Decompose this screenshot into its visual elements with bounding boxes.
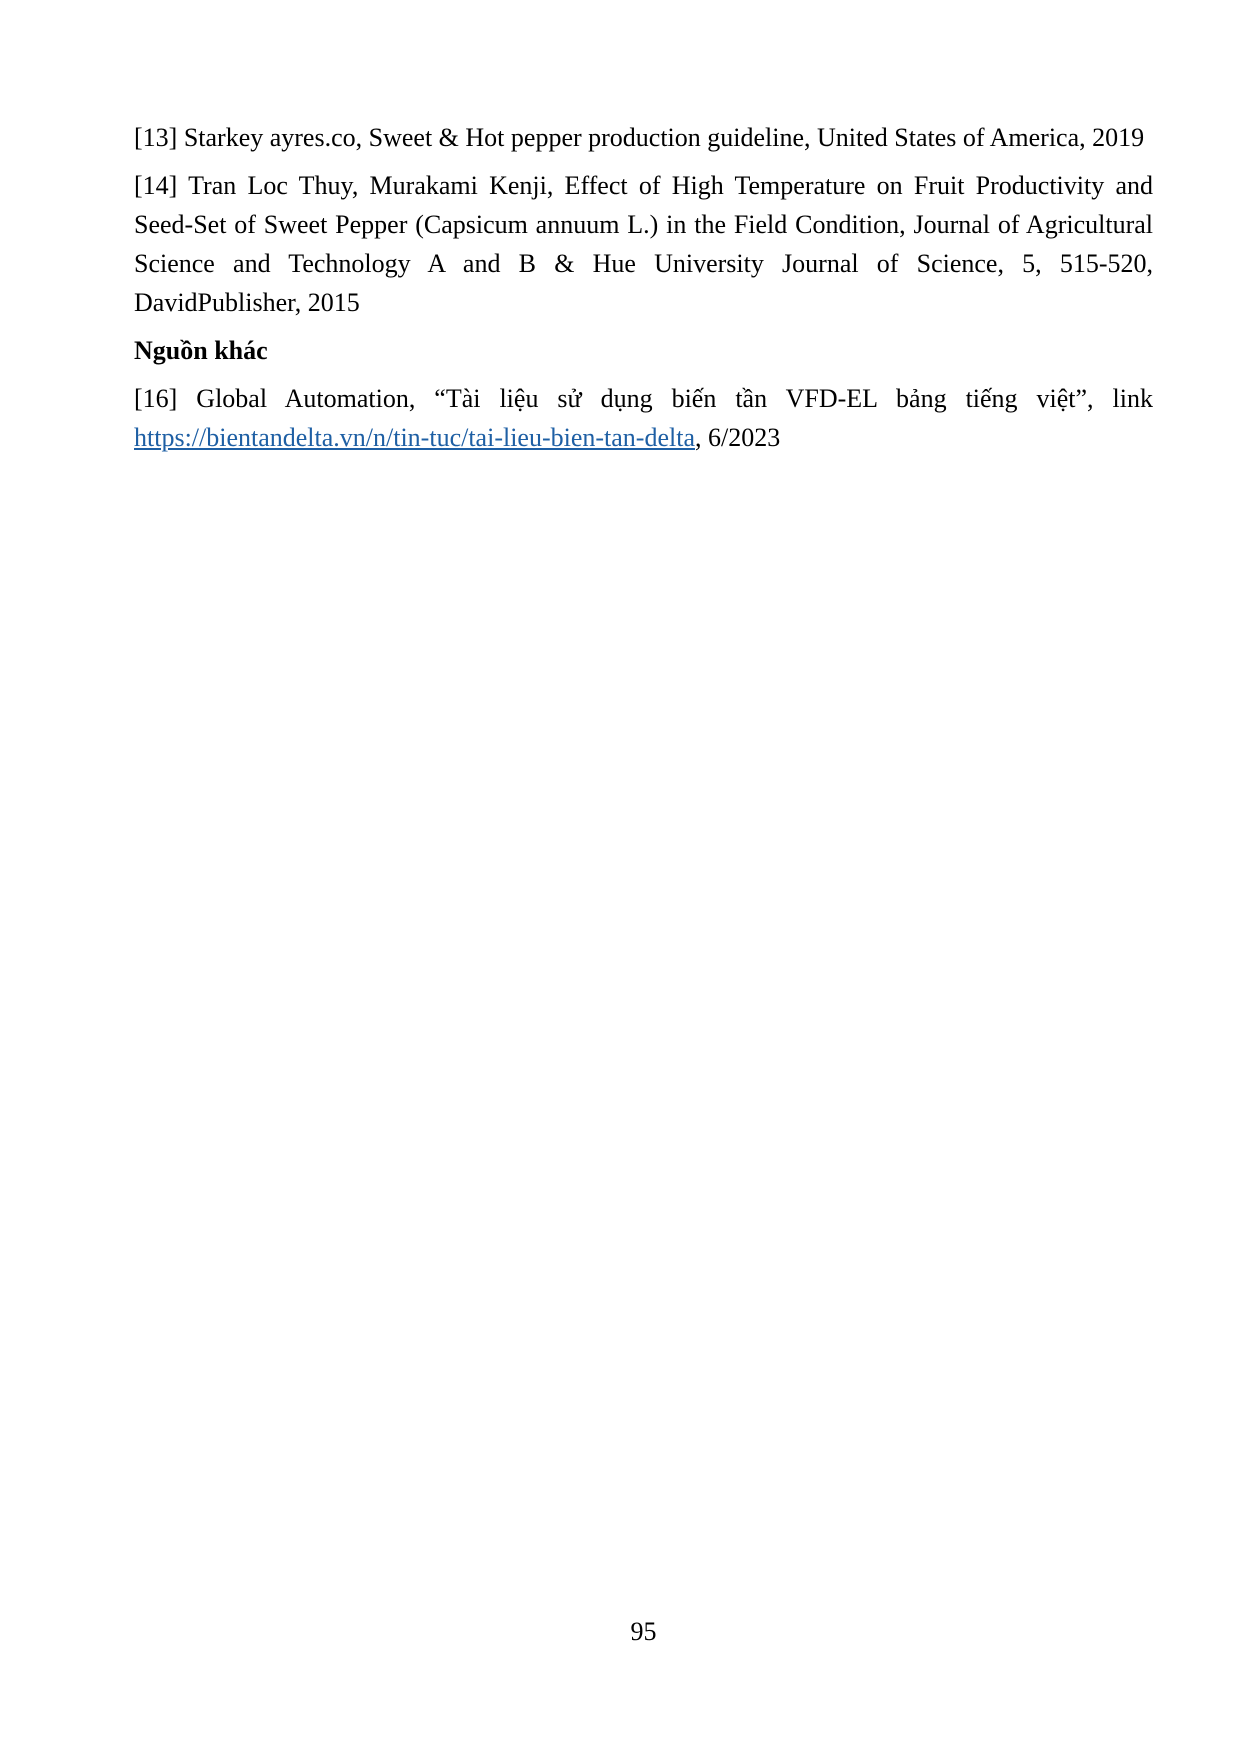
reference-item-14: [14] Tran Loc Thuy, Murakami Kenji, Effect of High Temperature on Fruit Productivity and Seed-Set of Sweet Pepper (Capsicum annuum L.) in the Field Condition, Journal of Agricultural Science and Technology A and B & Hue University Journal of Science, 5, 515-520, DavidPublisher, 2015 <box>134 171 1153 317</box>
references-section <box>134 118 1153 466</box>
section-heading-other-sources: Nguồn khác <box>134 336 268 365</box>
reference-16-link[interactable]: https://bientandelta.vn/n/tin-tuc/tai-lieu-bien-tan-delta <box>134 423 695 452</box>
reference-16-text: [16] Global Automation, “Tài liệu sử dụng biến tần VFD-EL bảng tiếng việt”, link <box>134 384 1153 413</box>
reference-16-date: , 6/2023 <box>695 423 781 452</box>
page-number: 95 <box>630 1617 657 1646</box>
reference-item-16 <box>134 379 1153 457</box>
reference-item-13: [13] Starkey ayres.co, Sweet & Hot pepper production guideline, United States of America, 2019 <box>134 123 1145 152</box>
